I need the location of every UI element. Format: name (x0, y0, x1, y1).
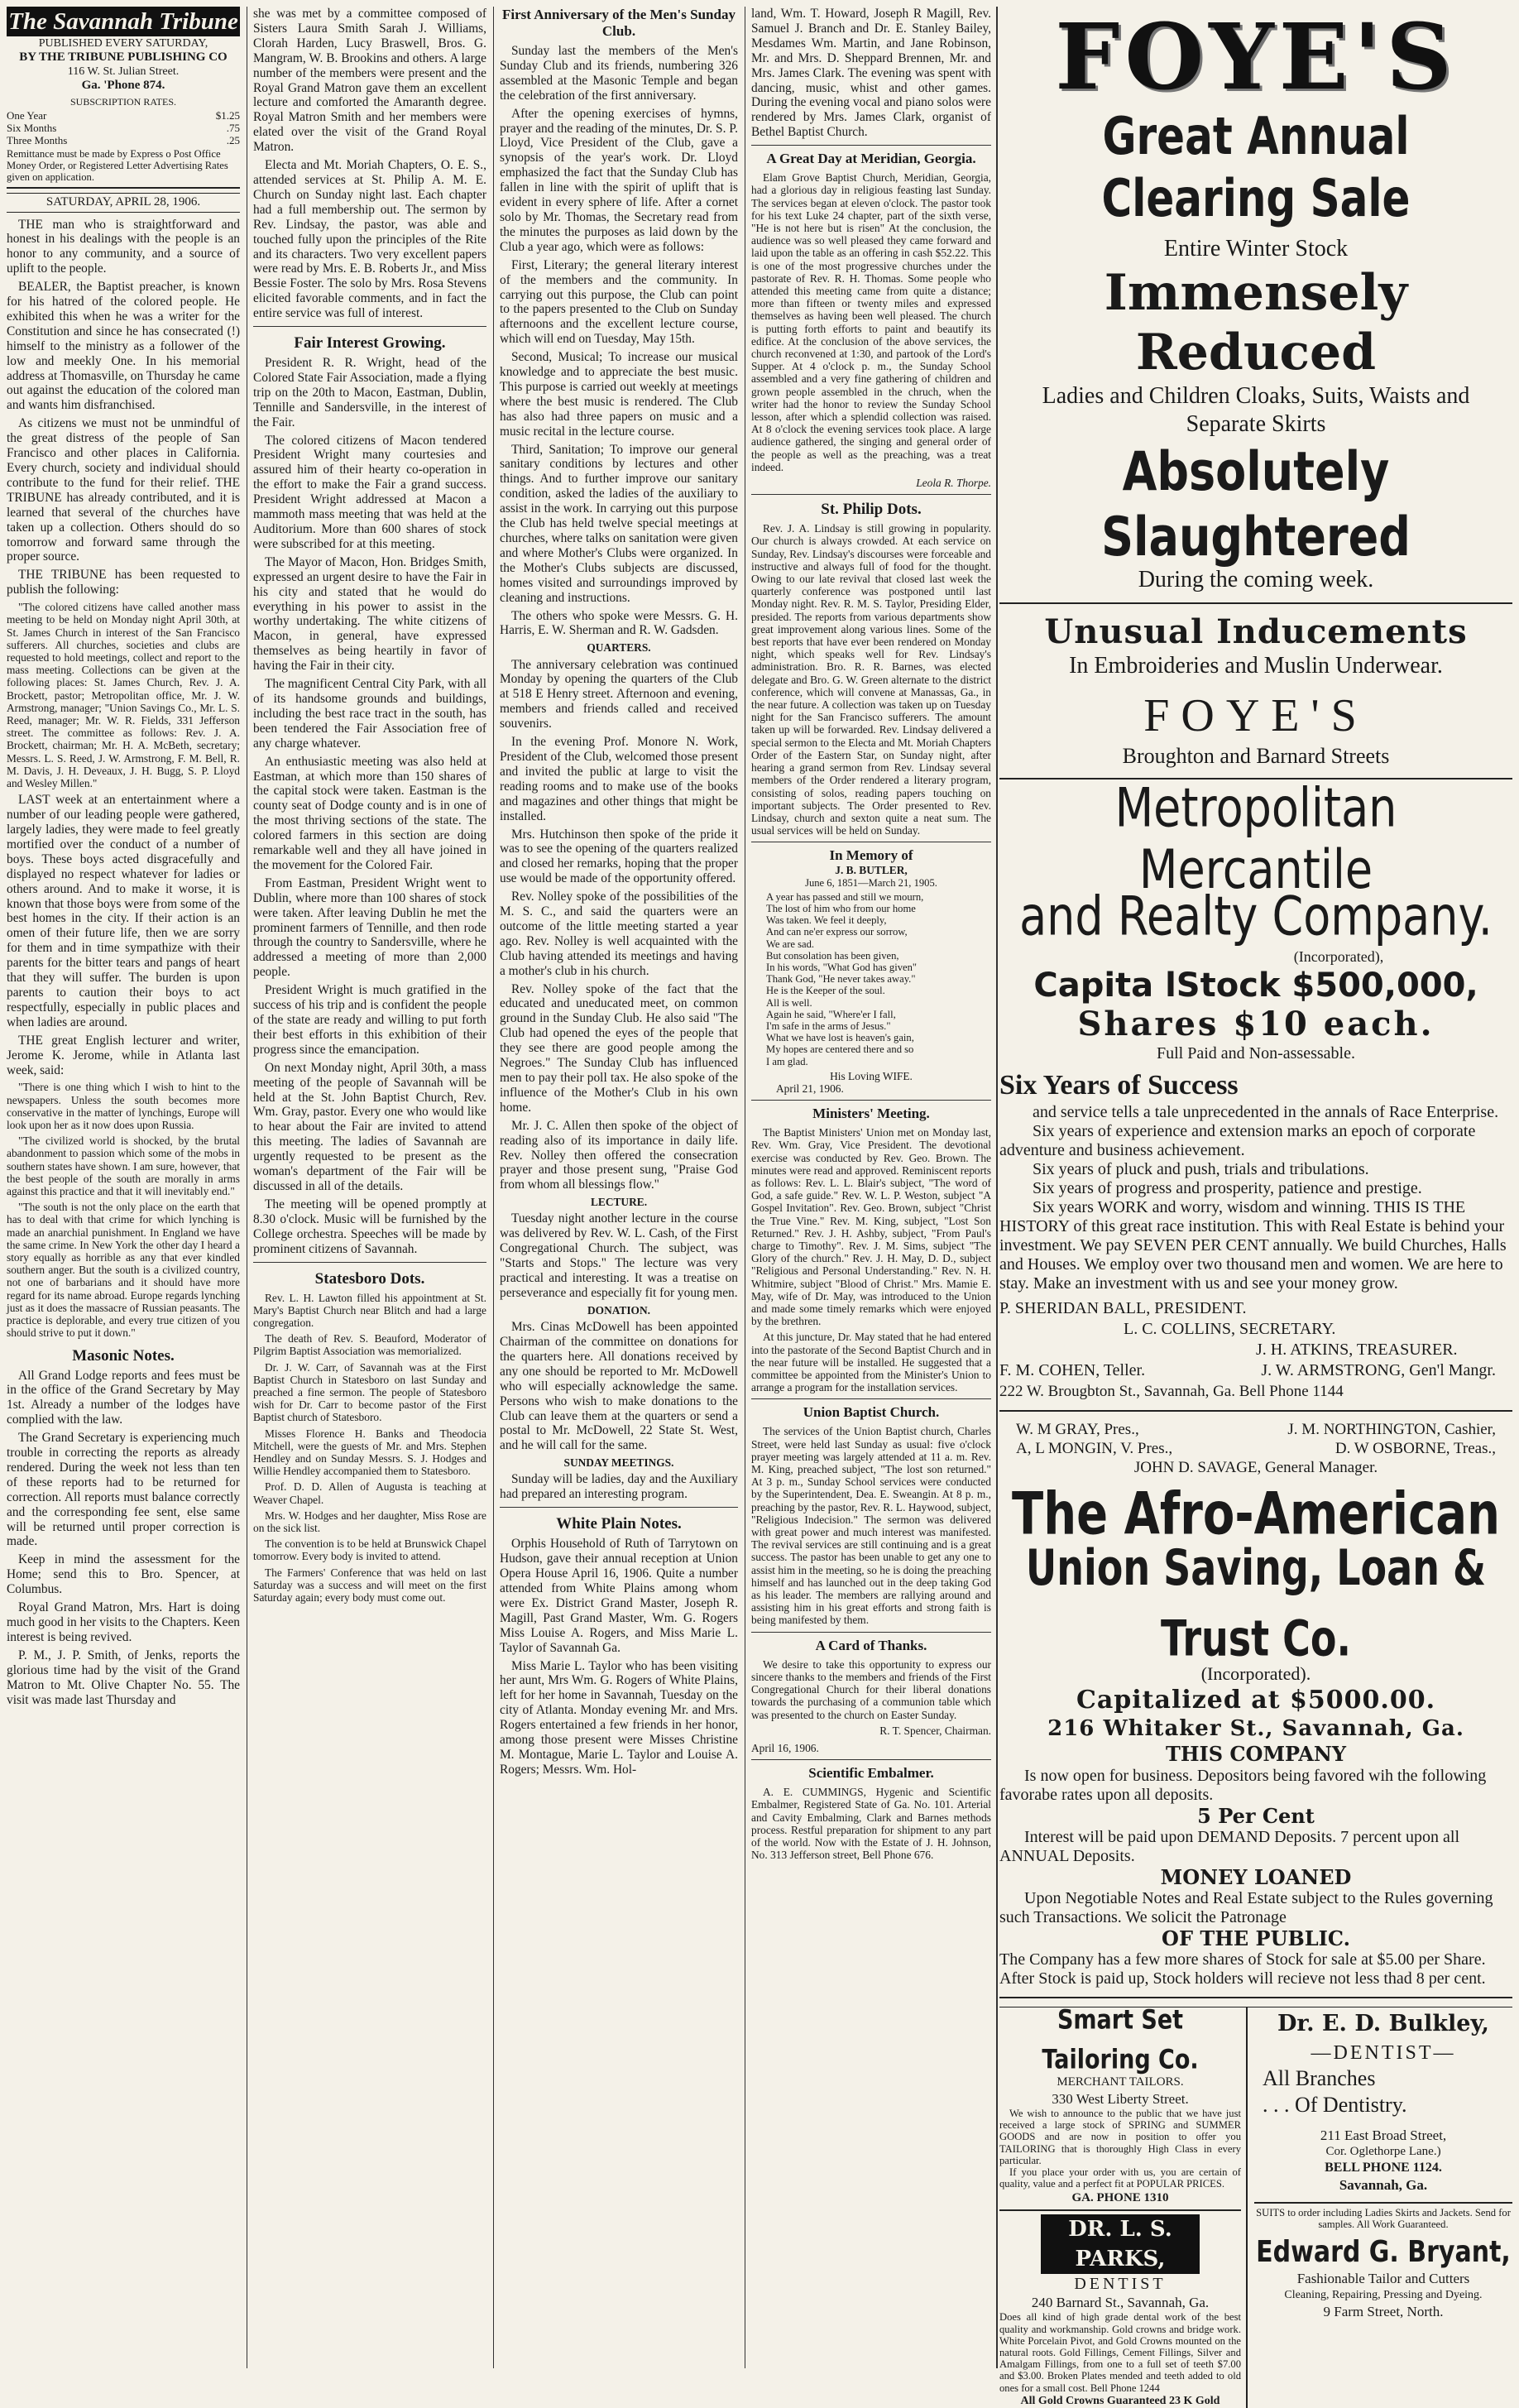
masthead (7, 7, 240, 189)
bell-phone: BELL PHONE 1124. (1325, 2161, 1442, 2175)
all-branches: All Branches (1263, 2066, 1376, 2090)
smart-set-body: We wish to announce to the public that we have just received a large stock of SPRING and SUMMER GOODS and are now in position to offer you TAILORING that is thoroughly High Class in every particular. (999, 2108, 1241, 2166)
general-manager: JOHN D. SAVAGE, General Manager. (1133, 1459, 1378, 1476)
fair-heading: Fair Interest Growing. (294, 334, 446, 353)
masthead-phone: Ga. 'Phone 874. (81, 79, 165, 92)
article-paragraph: Rev. J. A. Lindsay is still growing in popularity. Our church is always crowded. At each service on Sunday, Rev. Lindsay's discourses were forceable and instructive and always full of food for the thought. Owing to our late revival that closed last week the quarterly conference was postponed until last Monday night. Rev. R. M. S. Taylor, Presiding Elder, presided. The reports from various departments show great improvement along various lines. Some of the best reports that have ever been rendered on Monday night, which speaks well for Rev. Lindsay's administration. Bro. R. R. Barnes, was elected delegate and Bro. G. W. Green alternate to the district conference, which will convene at Manassas, Ga., in the near future. A collection was taken up on Tuesday night for the San Francisco sufferers. The amount taken up will be forwarded. Rev. Lindsay delivered a special sermon to the Electa and Mt. Moriah Chapters Order of the Eastern Star, on Sunday night, after hearing a grand sermon from Rev. Lindsay several members of the Order rendered a literary program, consisting of solos, reading papers touching on important subjects. The Order presented to Rev. Lindsay, church and sexton quite a neat sum. The usual services will be held on Sunday. (751, 522, 991, 837)
company-body: Interest will be paid upon DEMAND Deposits. 7 percent upon all ANNUAL Deposits. (999, 1828, 1460, 1865)
donation-subhead: DONATION. (587, 1303, 650, 1317)
fashionable-tailor: Fashionable Tailor and Cutters (1296, 2271, 1470, 2287)
article-paragraph: At this juncture, Dr. May stated that he had entered into the pastorate of the Second Baptist Church and in the near future will be installed. He suggested that a committee be appointed from the Minister's Union to arrange a program for the installation services. (751, 1331, 991, 1394)
article-paragraph: After the opening exercises of hymns, prayer and the reading of the minutes, Dr. S. P. Lloyd, Vice President of the Club, gave a synopsis of the year's work. Dr. Lloyd emphasized the fact that the Sunday Club has fallen in line with the spirit of uplift that is evident in every sphere of life. After a cornet solo by Mr. Thomas, the Secretary read from the minutes the purposes as laid down by the Club a year ago, which were as follows: (500, 106, 738, 254)
bottom-ads (999, 2004, 1512, 2408)
meridian-heading: A Great Day at Meridian, Georgia. (766, 151, 976, 167)
editorial-paragraph: As citizens we must not be unmindful of the great distress of the people of San Francisco and other places in California. Every church, society and individual should contribute to the fund for their relief. THE TRIBUNE has already contributed, and it is learned that several of the churches have taken up a collection. Others should do so tomorrow and forward same through the proper source. (7, 416, 240, 564)
merchant-tailors: MERCHANT TAILORS. (1057, 2075, 1184, 2089)
editorial-quote: "The civilized world is shocked, by the brutal abandonment to passion which some of the mobs in southern states have shown. I am sure, however, that the best people of the south are morally in arms against this practice and that it will inevitably end." (7, 1134, 240, 1198)
article-paragraph: First, Literary; the general literary interest of the members and the community. In carrying out this purpose, the Club can point to the papers presented to the Club on Sunday afternoons and the excellent lecture course, which will end on Tuesday, May 15th. (500, 257, 738, 347)
article-paragraph: On next Monday night, April 30th, a mass meeting of the people of Savannah will be held at the St. John Baptist Church, Rev. Wm. Gray, pastor. Every one who would like to hear about the Fair are invited to attend this meeting. The ladies of Savannah are urgently requested to be present as the woman's department of the Fair will be discussed in all of the details. (253, 1060, 486, 1193)
rate-row: One Year $1.25 (7, 109, 240, 122)
article-paragraph: The magnificent Central City Park, with all of its handsome grounds and buildings, including the best race tract in the south, has been tendered the Fair Association free of any charge whatever. (253, 677, 486, 751)
memorial-name: J. B. BUTLER, (835, 864, 908, 877)
article-paragraph: Third, Sanitation; To improve our general sanitary conditions by lectures and other things. And to further improve our sanitary condition, asked the ladies of the auxiliary to assist in the work. In carrying out this purpose the Club has held twelve special meetings at churches, where talks on sanitation were given and where Mother's Clubs were organized. In the Mother's Clubs subjects are discussed, homes visited and surroundings improved by cleaning and instructions. (500, 442, 738, 605)
column-3 (500, 7, 738, 2368)
smart-set-title: Smart Set Tailoring Co. (1042, 2004, 1199, 2075)
article-paragraph: Royal Grand Matron, Mrs. Hart is doing much good in her visits to the Chapters. Keen interest is being revived. (7, 1600, 240, 1644)
article-paragraph: The colored citizens of Macon tendered President Wright many courtesies and assured him of their hearty co-operation in the effort to make the Fair a grand success. President Wright addressed at Macon a mammoth mass meeting that was held at the Auditorium. More than 600 shares of stock were subscribed for at this meeting. (253, 433, 486, 551)
article-paragraph: The anniversary celebration was continued Monday by opening the quarters of the Club at 518 E Henry street. Afternoon and evening, members and friends called and received souvenirs. (500, 657, 738, 732)
article-paragraph: President Wright is much gratified in the success of his trip and is confident the people of the state are ready and willing to put forth their best efforts in this exhibition of their progress since the emancipation. (253, 983, 486, 1057)
five-per-cent: 5 Per Cent (1197, 1804, 1315, 1828)
whitaker-address: 216 Whitaker St., Savannah, Ga. (1047, 1716, 1464, 1741)
broughton-barnard: Broughton and Barnard Streets (1122, 744, 1390, 768)
masthead-line-1: PUBLISHED EVERY SATURDAY, (38, 37, 208, 50)
article-paragraph: Mrs. Cinas McDowell has been appointed Chairman of the committee on donations for the quarters here. All donations received by any one should be reported to Mr. McDowell who will especially acknowledge the same. Persons who wish to make donations to the Club can leave them at the quarters or send a postal to Mr. McDowell, 22 State St. West, and he will call for the same. (500, 1320, 738, 1453)
money-loaned: MONEY LOANED (1160, 1865, 1352, 1889)
divider (253, 326, 486, 327)
column-4 (751, 7, 991, 2368)
metropolitan-line-1: Metropolitan Mercantile (1114, 776, 1397, 901)
article-paragraph: A. E. CUMMINGS, Hygenic and Scientific Embalmer, Registered State of Ga. No. 101. Arterial and Cavity Embalming, Clark and Barnes methods process. Restful preparation for shipment to any part of the world. Now with the Estate of J. H. Johnson, No. 313 Jefferson street, Bell Phone 676. (751, 1786, 991, 1862)
article-paragraph: From Eastman, President Wright went to Dublin, where more than 100 shares of stock were taken. After leaving Dublin he met the prominent farmers of Tennille, and then rode through the country to Sandersville, where he addressed a meeting of more than 2,000 people. (253, 875, 486, 980)
editorial-quote: "The south is not the only place on the earth that has to deal with that crime for which lynching is made an anarchial punishment. In England we have the same crime. In New York the other day I heard a story equally as horrible as any that ever kindled southern anger. But the south is a civilized country, not one of barbarians and it should have more regard for its name abroad. Europe regards lynching just as it does the massacre of Russian peasants. The practice is deplorable, and every true citizen of you should strive to put it down." (7, 1201, 240, 1340)
absolutely-slaughtered: Absolutely Slaughtered (1101, 440, 1411, 568)
divider (500, 1507, 738, 1508)
article-paragraph: Mrs. Hutchinson then spoke of the pride it was to see the opening of the quarters realized and closed her remarks, hoping that the proper use would be made of the opportunity offered. (500, 827, 738, 886)
article-paragraph: The meeting will be opened promptly at 8.30 o'clock. Music will be furnished by the College orchestra. Speeches will be made by prominent citizens of Savannah. (253, 1197, 486, 1256)
rate-row: Three Months .25 (7, 134, 240, 146)
article-paragraph: The death of Rev. S. Beauford, Moderator of Pilgrim Baptist Association was memorialized. (253, 1332, 486, 1358)
card-date: April 16, 1906. (751, 1741, 819, 1754)
column-1 (7, 7, 240, 2368)
six-years-line: Six years of progress and prosperity, patience and prestige. (1033, 1179, 1422, 1197)
article-paragraph: Electa and Mt. Moriah Chapters, O. E. S., attended services at St. Philip A. M. E. Church on Sunday night last. Each chapter had a full membership out. The sermon by Rev. Lindsay, the pastor, was able and touched fully upon the principles of the Rite and its characters. Two very excellent papers were read by Mrs. E. B. Roberts Jr., and Miss Bessie Foster. The solo by Mrs. Rosa Stevens elicited favorable comments, and in fact the entire service was full of interest. (253, 158, 486, 321)
officer-secretary: L. C. COLLINS, SECRETARY. (1124, 1320, 1336, 1338)
article-paragraph: Tuesday night another lecture in the course was delivered by Rev. W. L. Cash, of the First Congregational Church. The subject, was "Starts and Stops." The lecture was very practical and interesting. It was a treatise on perseverance and especially fit for young men. (500, 1211, 738, 1300)
article-paragraph: Orphis Household of Ruth of Tarrytown on Hudson, gave their annual reception at Union Opera House April 16, 1906. Quite a number attended from White Plains among whom were Ex. District Grand Master, Joseph R. Magill, Past Grand Master, Wm. G. Rogers Miss Louise A. Rogers, and Miss Marie L. Taylor of Savannah Ga. (500, 1537, 738, 1655)
parks-title: DR. L. S. PARKS, (1041, 2214, 1200, 2274)
six-years-line: Six years of pluck and push, trials and tribulations. (1033, 1160, 1369, 1178)
article-paragraph: P. M., J. P. Smith, of Jenks, reports the glorious time had by the visit of the Grand Matron to Mt. Olive Chapter No. 55. The visit was made last Thursday and (7, 1648, 240, 1707)
memorial-heading: In Memory of (829, 847, 913, 864)
lecture-subhead: LECTURE. (590, 1196, 648, 1209)
foyes-wordmark: FOYE'S (1143, 690, 1368, 741)
card-of-thanks-heading: A Card of Thanks. (815, 1637, 927, 1653)
article-paragraph: In the evening Prof. Monore N. Work, President of the Club, welcomed those present and invited the public at large to visit the reading rooms and to make use of the books and magazines and other things that might be installed. (500, 735, 738, 823)
union-saving-headline: Union Saving, Loan & Trust Co. (1025, 1538, 1487, 1667)
barnard-address: 240 Barnard St., Savannah, Ga. (1031, 2295, 1210, 2311)
editorial-quote: "There is one thing which I wish to hint to the newspapers. Unless the south becomes more conservative in the matter of lynchings, Europe will look upon her as it now does upon Russia. (7, 1081, 240, 1132)
entire-stock: Entire Winter Stock (1163, 236, 1349, 261)
of-the-public: OF THE PUBLIC. (1162, 1926, 1350, 1950)
ad-divider (999, 1997, 1512, 1998)
company-body: The Company has a few more shares of Stock for sale at $5.00 per Share. After Stock is paid up, Stock holders will recieve not less thad 8 per cent. (999, 1950, 1486, 1988)
remittance-note: Remittance must be made by Express o Post Office Money Order, or Registered Letter Advertising Rates given on application. (7, 148, 228, 184)
bulkley-ad (1248, 2007, 1512, 2408)
editorial-quote: "The colored citizens have called another mass meeting to be held on Monday night April 30th, at St. James Church in interest of the San Francisco sufferers. All churches, societies and clubs are requested to hold meetings, collect and report to the mass meeting. Collections can be given at the following places: St. James Church, Rev. J. A. Brockett, pastor; Metropolitan office, Mr. J. W. Armstrong, manager; "Union Savings Co., Mr. L. S. Reed, manager; Mr. W. R. Fields, 331 Jefferson street. The committee as follows: Rev. J. A. Brockett, chairman; Mr. H. A. McBeth, secretary; Messrs. L. S. Reed, J. W. Armstrong, F. M. Bell, R. M. Davis, J. H. Deveaux, J. H. Bugg, S. P. Lloyd and Wesley Millen." (7, 601, 240, 790)
article-paragraph: Mr. J. C. Allen then spoke of the object of reading also of its importance in daily life. Rev. Nolley then offered the consecration prayer and those present sung, "Praise God from whom all blessings flow." (500, 1118, 738, 1192)
editorial-paragraph: BEALER, the Baptist preacher, is known for his hatred of the colored people. He exhibited this when he was a writer for the Constitution and since he has consecrated (!) himself to the ministry as a follower of the low and meekly One. In his memorial address at Thomasville, on Thursday he came out against the education of the colored man and wants him disfranchised. (7, 280, 240, 413)
article-paragraph: We desire to take this opportunity to express our sincere thanks to the members and friends of the First Congregational Church for their liberal donations towards the purchasing of a communion table which was presented to the church on Easter Sunday. (751, 1657, 991, 1721)
union-baptist-heading: Union Baptist Church. (803, 1404, 940, 1421)
masthead-line-3: 116 W. St. Julian Street. (67, 65, 180, 78)
six-years-heading: Six Years of Success (999, 1070, 1239, 1101)
article-paragraph: Dr. J. W. Carr, of Savannah was at the First Baptist Church in Statesboro on last Sunday and preached a fine sermon. The people of Statesboro wish for Dr. Carr to become pastor of the First Baptist church of Statesboro. (253, 1360, 486, 1424)
immensely-reduced: Immensely Reduced (1104, 264, 1408, 381)
memorial-date: April 21, 1906. (776, 1082, 844, 1095)
divider (751, 1398, 991, 1399)
cleaning-line: Cleaning, Repairing, Pressing and Dyeing. (1284, 2289, 1483, 2302)
parks-dentist: DENTIST (1074, 2275, 1167, 2294)
newspaper-page (7, 3, 1512, 2407)
article-paragraph: Rev. Nolley spoke of the possibilities of the M. S. C., and said the quarters were an outcome of the little meeting started a year ago. Rev. Nolley is well acquainted with the Club having attended its meetings and having a mother's club in his church. (500, 890, 738, 978)
memorial-signature: His Loving WIFE. (830, 1069, 913, 1082)
masthead-title: The Savannah Tribune (7, 7, 240, 36)
ad-divider (999, 602, 1512, 604)
unusual-inducements: Unusual Inducements (1044, 612, 1468, 651)
article-paragraph: Miss Marie L. Taylor who has been visiting her aunt, Mrs Wm. G. Rogers of White Plains, left for her home in Savannah, Tuesday on the city of Atlanta. Monday evening Mr. and Mrs. Rogers entertained a few friends in her honor, among those present were Misses Christine M. Montague, Marie L. Taylor and Louise A. Rogers; Messrs. Wm. Hol- (500, 1658, 738, 1777)
six-years-line: Six years WORK and worry, wisdom and winning. THIS IS THE HISTORY of this great race institution. This with Real Estate is behind your investment. We pay SEVEN PER CENT annually. We build Churches, Halls and Houses. We employ over two thousand men and women. We are here to stay. Make an investment with us and see your money grow. (999, 1198, 1507, 1293)
column-rule (493, 7, 494, 2368)
officer-president: P. SHERIDAN BALL, PRESIDENT. (999, 1299, 1247, 1317)
savannah-ga: Savannah, Ga. (1339, 2177, 1428, 2193)
article-paragraph: The Baptist Ministers' Union met on Monday last, Rev. Wm. Gray, Vice President. The devotional exercise was conducted by Rev. Geo. Brown. The minutes were read and approved. Reminiscent reports as follows: Rev. L. L. Blair's subject, "The word of God, a safe guide." Rev. W. L. P. Weston, subject "A Gospel Invitation". Rev. Geo. Brown, subject "Christ the True Vine." Rev. M. King, subject, "Lost Son Returned." Rev. J. H. Ashby, subject, "From Paul's charge to Timothy". Rev. J. M. Sims, subject "The Glory of the church." Rev. J. H. May, D. D., subject "Religious and Personal Understanding." Rev. N. H. Whitmire, subject "Blood of Christ." Mrs. Mamie E. May, wife of Dr. May, was introduced to the Union and made some timely remarks which were enjoyed by the brethren. (751, 1126, 991, 1328)
dentist-label: —DENTIST— (1311, 2042, 1456, 2064)
suits-note: SUITS to order including Ladies Skirts and Jackets. Send for samples. All Work Guaranteed. (1256, 2207, 1511, 2231)
column-rule (996, 7, 998, 2368)
parks-body: Does all kind of high grade dental work of the best quality and workmanship. Gold crowns and bridge work. White Porcelain Pivot, and Gold Crowns mounted on the natural roots. Gold Fillings, Cement Fillings, Silver and Amalgam Fillings, from one to a full set of teeth $7.00 and $3.00. Broken Plates mended and teeth added to old ones for a small cost. Bell Phone 1244 (999, 2311, 1241, 2394)
metropolitan-line-2: and Realty Company. (1019, 885, 1493, 948)
st-philip-heading: St. Philip Dots. (821, 501, 922, 519)
ad-divider (1254, 2202, 1512, 2204)
sunday-meetings-subhead: SUNDAY MEETINGS. (563, 1456, 674, 1470)
capitalized: Capitalized at $5000.00. (1076, 1686, 1436, 1715)
incorporated-note: (Incorporated), (1293, 948, 1384, 965)
smart-set-body: If you place your order with us, you are certain of quality, value and a perfect fit at POPULAR PRICES. (999, 2166, 1241, 2190)
article-paragraph: Rev. L. H. Lawton filled his appointment at St. Mary's Baptist Church near Blitch and had a large congregation. (253, 1291, 486, 1329)
article-paragraph: she was met by a committee composed of Sisters Laura Smith Sarah J. Williams, Clorah Harden, Lucy Braswell, Bros. G. Mangram, W. B. Brookins and others. A large number of the members were present and the Royal Grand Matron gave them an excellent lecture and comforted the Amaranth degree. Royal Matron Smith and her members were elated over the visit of the Grand Royal Matron. (253, 7, 486, 155)
afro-american-headline: The Afro-American (1012, 1480, 1500, 1548)
rate-row: Six Months .75 (7, 122, 240, 134)
article-paragraph: Keep in mind the assessment for the Home; send this to Bro. Spencer, at Columbus. (7, 1552, 240, 1597)
article-paragraph: Prof. D. D. Allen of Augusta is teaching at Weaver Chapel. (253, 1480, 486, 1506)
quarters-subhead: QUARTERS. (587, 641, 651, 655)
great-sale-headline: Great Annual Clearing Sale (1101, 106, 1411, 228)
ad-divider (999, 2209, 1241, 2211)
smart-set-phone: GA. PHONE 1310 (1071, 2191, 1169, 2205)
signature: Leola R. Thorpe. (916, 477, 991, 490)
article-paragraph: The services of the Union Baptist church, Charles Street, were held last Sunday as usual: five o'clock prayer meeting was largely attended at 11 a. m. Rev. M. King, preached subject, "The lost son returned." At 3 p. m., Sunday School services were conducted by the Superintendent, Dea. E. Sweangin. At 8 p. m., preaching by the pastor, Rev. R. L. Haywood, subject, "Religious Indecision." The sermon was delivered with great power and much interest was manifested. The revival services are still continuing and is a great success. The pastor has been unable to get any one to assist him in the meeting, so he is doing the preaching himself and has launched out in the deep taking God as his leader. The members are rallying around and assisting him in his great efforts and strong faith is being manifested by them. (751, 1425, 991, 1627)
article-paragraph: Second, Musical; To increase our musical knowledge and to appreciate the best music. This purpose is carried out weekly at meetings where the best music is rendered. The Club has also had three papers on music and a music recital in the lecture course. (500, 350, 738, 439)
ad-divider (999, 1410, 1512, 1412)
oglethorpe-lane: Cor. Oglethorpe Lane.) (1325, 2145, 1441, 2158)
memorial-dates: June 6, 1851—March 21, 1905. (805, 876, 937, 889)
article-paragraph: Misses Florence H. Banks and Theodocia Mitchell, were the guests of Mr. and Mrs. Stephen Hendley and on Sunday Messrs. S. J. Hodges and Willie Hendley accompanied them to Statesboro. (253, 1427, 486, 1478)
article-paragraph: All Grand Lodge reports and fees must be in the office of the Grand Secretary by May 1st. Already a number of the lodges have complied with the law. (7, 1368, 240, 1427)
divider (751, 145, 991, 146)
article-paragraph: Mrs. W. Hodges and her daughter, Miss Rose are on the sick list. (253, 1509, 486, 1534)
officers-row: F. M. COHEN, Teller. J. W. ARMSTRONG, Gen'l Mangr. (999, 1361, 1496, 1379)
editorial-paragraph: THE TRIBUNE has been requested to publish the following: (7, 568, 240, 597)
divider (751, 1100, 991, 1101)
article-paragraph: President R. R. Wright, head of the Colored State Fair Association, made a flying trip on the 20th to Macon, Eastman, Dublin, Tennille and Sandersville, in the interest of the Fair. (253, 356, 486, 429)
masthead-line-2: BY THE TRIBUNE PUBLISHING CO (19, 50, 228, 64)
foyes-logo: FOYE'S (1055, 3, 1457, 110)
broad-street: 211 East Broad Street, (1320, 2127, 1447, 2143)
white-plain-heading: White Plain Notes. (556, 1515, 682, 1533)
masonic-notes-heading: Masonic Notes. (72, 1346, 175, 1365)
during-coming-week: During the coming week. (1138, 567, 1374, 592)
divider (751, 1632, 991, 1633)
officer-treasurer: J. H. ATKINS, TREASURER. (1256, 1341, 1458, 1359)
bryant-title: Edward G. Bryant, (1256, 2234, 1511, 2270)
company-body: Is now open for business. Depositors being favored wih the following favorabe rates upon all deposits. (999, 1767, 1487, 1804)
embroideries-line: In Embroideries and Muslin Underwear. (1069, 653, 1443, 679)
divider (751, 494, 991, 495)
success-body: and service tells a tale unprecedented in the annals of Race Enterprise. (1033, 1103, 1499, 1121)
card-signature: R. T. Spencer, Chairman. (879, 1724, 991, 1737)
of-dentistry: . . . Of Dentistry. (1263, 2093, 1407, 2117)
article-paragraph: The Mayor of Macon, Hon. Bridges Smith, expressed an urgent desire to have the Fair in his city and stated that he would do everything in his power to assist in the worthy undertaking. The white citizens of Macon, in general, have expressed themselves as being heartily in favor of having the Fair in their city. (253, 554, 486, 674)
article-paragraph: Elam Grove Baptist Church, Meridian, Georgia, had a glorious day in religious feasting last Sunday. The services began at eleven o'clock. The pastor took for his text Luke 24 chapter, part of the sixth verse, "He is not here but is risen" At the conclusion, the audience was so well pleased they came forward and laid upon the table as an offering in cash $52.22. This is one of the most progressive churches under the pastorate of Rev. R. H. Thomas. Some people who attended this meeting came from quite a distance; more than fifteen or twenty miles and expressed themselves as having been well pleased. The church is putting forth efforts to paint and beautify its edifice. At the conclusion of the above services, the church reconvened at 1:30, and partook of the Lord's Supper. At 4 o'clock p. m., the Sunday School assembled and a very fine gathering of children and grown people assembled in the chruch, when the writer had the honor to review the Sunday School lesson, after which a splendid collection was raised. At 8 o'clock the evening services took place. A large audience gathered, the singing and general order of the people as well as the preaching, was a treat indeed. (751, 171, 991, 473)
shares-each: Shares $10 each. (1077, 1005, 1435, 1043)
this-company: THIS COMPANY (1165, 1742, 1346, 1766)
article-paragraph: Sunday last the members of the Men's Sunday Club and its friends, numbering 326 assembled at the Masonic Temple and began the celebration of the first anniversary. (500, 44, 738, 103)
gold-crowns: All Gold Crowns Guaranteed 23 K Gold (1020, 2394, 1220, 2407)
divider (253, 1262, 486, 1263)
column-2 (253, 7, 486, 2368)
article-paragraph: land, Wm. T. Howard, Joseph R Magill, Rev. Samuel J. Branch and Dr. E. Stanley Bailey, Mesdames Wm. Martin, and Jane Robinson, Mr. and Mrs. D. Sheppard Brennen, Mr. and Mrs. James Clark. The evening was spent with dancing, music, whist and other games. During the evening vocal and piano solos were rendered by Mrs. James Clark, organist of Bethel Baptist Church. (751, 7, 991, 140)
capital-stock: Capita lStock $500,000, (1033, 967, 1478, 1005)
ladies-cloaks: Ladies and Children Cloaks, Suits, Waists and Separate Skirts (1042, 383, 1470, 437)
rates-title: SUBSCRIPTION RATES. (69, 96, 177, 108)
incorporated-note: (Incorporated). (1200, 1663, 1311, 1684)
statesboro-heading: Statesboro Dots. (314, 1269, 425, 1288)
embalmer-heading: Scientific Embalmer. (808, 1765, 934, 1782)
officers-row: A, L MONGIN, V. Pres., D. W OSBORNE, Treas., (1016, 1440, 1496, 1457)
ministers-heading: Ministers' Meeting. (812, 1106, 930, 1122)
article-paragraph: Rev. Nolley spoke of the fact that the educated and uneducated meet, on common ground in the Sunday Club. He also said "The Club had opened the eyes of the people that they see there are good people among the Negroes." The Sunday Club has influenced men to pay their poll tax. He also spoke of the influence of the Mother's Club in his own home. (500, 981, 738, 1115)
officers-row: W. M GRAY, Pres., J. M. NORTHINGTON, Cashier, (1016, 1421, 1496, 1438)
bulkley-title: Dr. E. D. Bulkley, (1277, 2011, 1489, 2036)
smart-set-ad (999, 2004, 1248, 2408)
issue-date: SATURDAY, APRIL 28, 1906. (7, 193, 240, 213)
rates-table (7, 109, 240, 146)
article-paragraph: The convention is to be held at Brunswick Chapel tomorrow. Every body is invited to attend. (253, 1537, 486, 1563)
farm-street: 9 Farm Street, North. (1323, 2304, 1444, 2320)
article-paragraph: The others who spoke were Messrs. G. H. Harris, E. W. Sherman and R. W. Gadsden. (500, 608, 738, 638)
anniversary-heading: First Anniversary of the Men's Sunday Club. (502, 7, 736, 39)
article-paragraph: An enthusiastic meeting was also held at Eastman, at which more than 150 shares of the capital stock were taken. Eastman is the county seat of Dodge county and is in one of the most thriving sections of the state. The colored farmers in this section are doing remarkable well and they all have joined in the movement for the Colored Fair. (253, 754, 486, 872)
editorial-paragraph: THE man who is straightforward and honest in his dealings with the people is an honor to any community, and a source of uplift to the people. (7, 217, 240, 276)
full-paid: Full Paid and Non-assessable. (1157, 1044, 1355, 1062)
divider (751, 1759, 991, 1760)
article-paragraph: The Grand Secretary is experiencing much trouble in correcting the reports as already rendered. During the week not less than ten of these reports had to be returned for correction. All reports must balance correctly and the corresponding fee sent, else same will be returned until proper correction is made. (7, 1431, 240, 1549)
liberty-address: 330 West Liberty Street. (1052, 2091, 1189, 2107)
company-body: Upon Negotiable Notes and Real Estate subject to the Rules governing such Transactions. We solicit the Patronage (999, 1889, 1493, 1926)
ads-column (999, 3, 1512, 2407)
six-years-line: Six years of experience and extension marks an epoch of corporate adventure and business achievement. (999, 1122, 1476, 1159)
editorial-paragraph: LAST week at an entertainment where a number of our leading people were gathered, largely ladies, they were made to feel greatly mortified over the conduct of a number of boys. These boys acted disgracefully and displayed no respect whatever for ladies or others around. And to make it worse, it is known that those boys were from some of the best homes in the city. If their action is an omen of their future life, then we are sorry for them and in time sympathize with their parents for the bitter tears and pangs of heart that they will suffer. The burden is upon parents to caution their boys to act respectfully, especially in public places and when ladies are around. (7, 793, 240, 1029)
article-paragraph: The Farmers' Conference that was held on last Saturday was a success and will meet on the first Saturday again; every body must come out. (253, 1566, 486, 1604)
metro-address: 222 W. Brougbton St., Savannah, Ga. Bell Phone 1144 (999, 1383, 1344, 1400)
editorial-paragraph: THE great English lecturer and writer, Jerome K. Jerome, while in Atlanta last week, said: (7, 1033, 240, 1077)
article-paragraph: Sunday will be ladies, day and the Auxiliary had prepared an interesting program. (500, 1472, 738, 1502)
memorial-poem: A year has passed and still we mourn, The lost of him who from our home Was taken. We feel it deeply, And can ne'er express our sorrow, We are sad. But consolation has been given, In his words, "What God has given" Thank God, "He never takes away." He is the Keeper of the soul. All is well. Again he said, "Where'er I fall, I'm safe in the arms of Jesus." What we have lost is heaven's gain, My hopes are centered there and so I am glad. (766, 890, 924, 1067)
